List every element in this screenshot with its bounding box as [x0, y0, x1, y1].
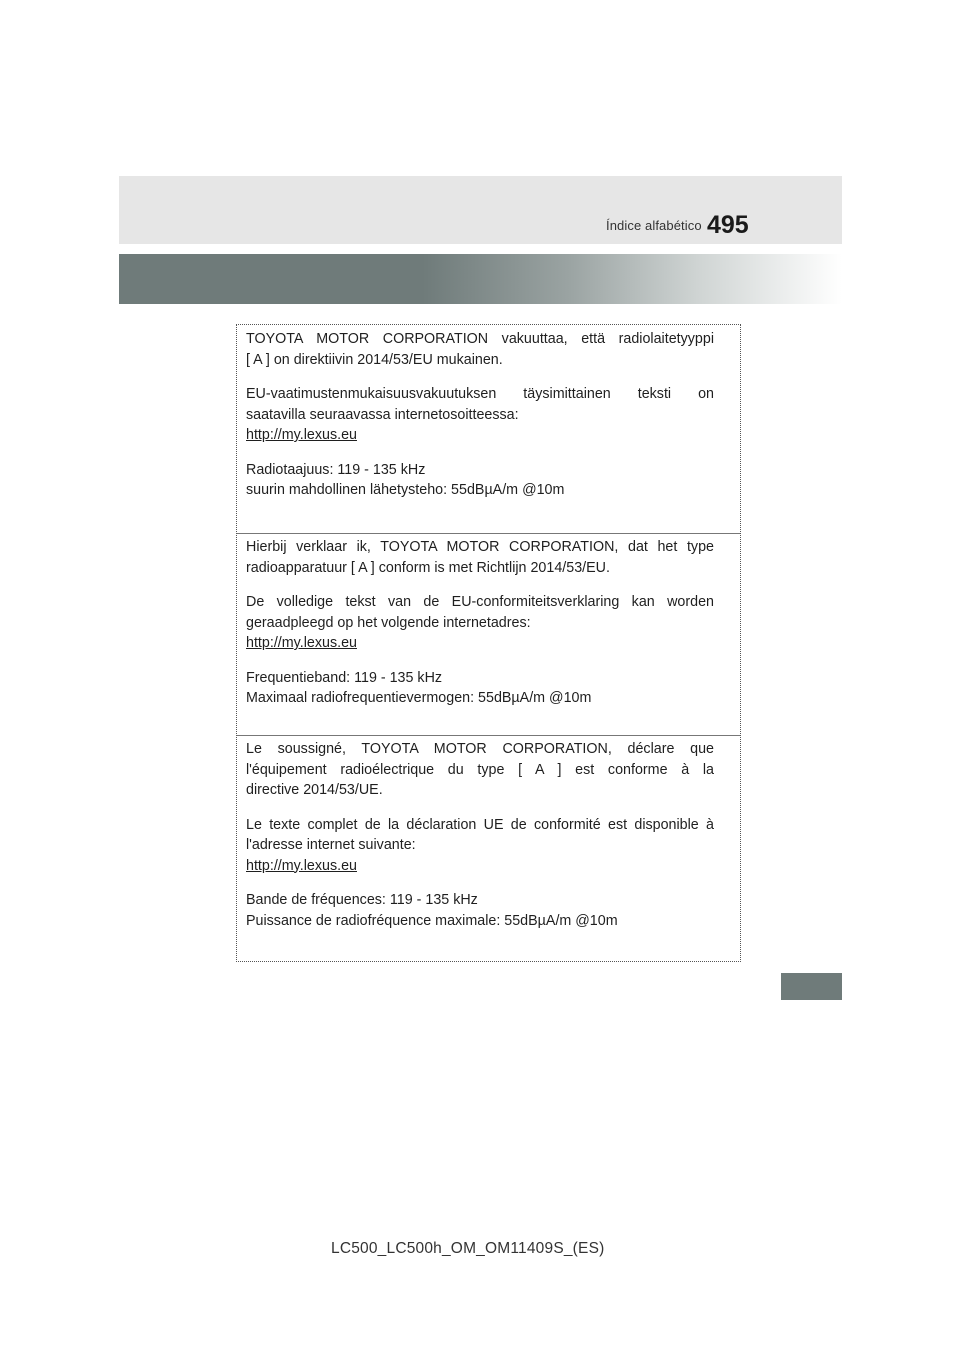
declaration-line: saatavilla seuraavassa internetosoitteessa:: [246, 406, 519, 423]
declaration-line: Frequentieband: 119 - 135 kHz: [246, 669, 443, 686]
declaration-dutch: [237, 533, 740, 709]
declaration-line: EU-vaatimustenmukaisuusvakuutuksen täysimittainen teksti on: [246, 386, 714, 402]
declaration-line: TOYOTA MOTOR CORPORATION vakuuttaa, että radiolaitetyyppi: [246, 331, 714, 347]
footer-document-code: LC500_LC500h_OM_OM11409S_(ES): [331, 1240, 605, 1257]
declaration-line: suurin mahdollinen lähetysteho: 55dBµA/m @10m: [246, 482, 565, 498]
declaration-paragraph: [246, 537, 714, 578]
declaration-line: l'équipement radioélectrique du type [ A ] est conforme à la: [246, 761, 714, 778]
declaration-line: geraadpleegd op het volgende internetadres:: [246, 614, 531, 631]
declaration-paragraph: [246, 329, 714, 370]
declaration-line: Maximaal radiofrequentievermogen: 55dBµA/m @10m: [246, 690, 592, 706]
declaration-line: Le soussigné, TOYOTA MOTOR CORPORATION, déclare que: [246, 741, 714, 757]
chapter-side-tab: [781, 973, 842, 1000]
declaration-paragraph: [246, 592, 714, 654]
declaration-box: [236, 324, 741, 962]
declaration-line: Le texte complet de la déclaration UE de conformité est disponible à: [246, 816, 714, 833]
declaration-line: Puissance de radiofréquence maximale: 55dBµA/m @10m: [246, 912, 618, 929]
declaration-line: Radiotaajuus: 119 - 135 kHz: [246, 461, 426, 478]
declaration-line: l'adresse internet suivante:: [246, 837, 416, 853]
declaration-url-link[interactable]: http://my.lexus.eu: [246, 427, 357, 443]
declaration-url-link[interactable]: http://my.lexus.eu: [246, 857, 357, 874]
declaration-paragraph: [246, 384, 714, 446]
declaration-paragraph: [246, 739, 714, 801]
declaration-paragraph: [246, 460, 714, 501]
page-number: 495: [707, 211, 749, 239]
declaration-url-link[interactable]: http://my.lexus.eu: [246, 635, 357, 651]
declaration-line: directive 2014/53/UE.: [246, 782, 383, 798]
declaration-paragraph: [246, 815, 714, 877]
declaration-line: radioapparatuur [ A ] conform is met Richtlijn 2014/53/EU.: [246, 559, 610, 576]
section-title: Índice alfabético: [606, 218, 702, 233]
declaration-french: [237, 735, 740, 931]
declaration-finnish: [237, 329, 740, 501]
declaration-line: [ A ] on direktiivin 2014/53/EU mukainen.: [246, 351, 503, 368]
chapter-gradient-bar: [119, 254, 842, 304]
declaration-line: Hierbij verklaar ik, TOYOTA MOTOR CORPORATION, dat het type: [246, 539, 714, 555]
declaration-paragraph: [246, 890, 714, 931]
declaration-line: De volledige tekst van de EU-conformiteitsverklaring kan worden: [246, 594, 714, 610]
declaration-paragraph: [246, 668, 714, 709]
declaration-line: Bande de fréquences: 119 - 135 kHz: [246, 892, 478, 908]
